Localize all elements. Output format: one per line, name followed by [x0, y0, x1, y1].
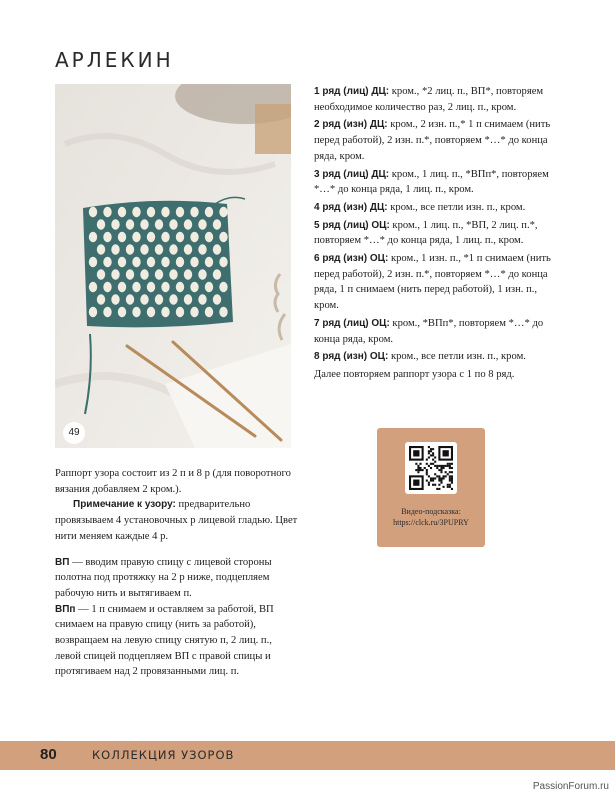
row-text: кром., все петли изн. п., кром.	[388, 351, 526, 363]
vpp-text: — 1 п снимаем и оставляем за работой, ВП снимаем на правую спицу (нить за работой), возвращаем на левую спицу снятую п, 2 лиц. п., левой спицей подцепляем ВП с правой спицы и протягиваем над 2 провязанными лиц. п.	[55, 603, 274, 678]
vp-label: ВП	[55, 556, 70, 568]
vp-definition	[55, 555, 300, 602]
row-label: 5 ряд (лиц) ОЦ:	[314, 219, 390, 231]
video-hint-link[interactable]: https://clck.ru/3PUPRY	[393, 518, 469, 527]
row-text: кром., *ВПп*, повторяем *…* до конца ряда, кром.	[314, 317, 544, 345]
row-label: 6 ряд (изн) ОЦ:	[314, 253, 389, 265]
page-number: 80	[40, 746, 57, 763]
pattern-note-label: Примечание к узору:	[73, 499, 176, 511]
row-label: 2 ряд (изн) ДЦ:	[314, 119, 388, 131]
row-text: кром., *2 лиц. п., ВП*, повторяем необходимое количество раз, 2 лиц. п., кром.	[314, 86, 544, 113]
watermark: PassionForum.ru	[532, 781, 609, 792]
vpp-label: ВПп	[55, 603, 76, 615]
page-footer	[0, 741, 615, 770]
row-text: кром., 1 лиц. п., *ВП, 2 лиц. п.*, повторяем *…* до конца ряда, 1 лиц. п., кром.	[314, 219, 538, 247]
row-text: кром., 1 изн. п., *1 п снимаем (нить перед работой), 2 изн. п.*, повторяем *…* до конца ряда, 1 п снимаем (нить перед работой), 1 изн. п., кром.	[314, 253, 551, 312]
video-hint-label: Видео-подсказка:	[401, 507, 461, 516]
collection-title: КОЛЛЕКЦИЯ УЗОРОВ	[92, 748, 235, 762]
wooden-box	[255, 104, 291, 154]
row-instruction	[314, 349, 554, 365]
row-label: 3 ряд (лиц) ДЦ:	[314, 168, 390, 180]
row-instruction	[314, 316, 554, 347]
row-instruction	[314, 251, 554, 314]
knitted-sample-illustration	[55, 84, 291, 448]
repeat-note: Далее повторяем раппорт узора с 1 по 8 ряд.	[314, 368, 515, 380]
row-label: 7 ряд (лиц) ОЦ:	[314, 317, 390, 329]
pattern-note-text: предварительно провязываем 4 установочных р лицевой гладью. Цвет нити меняем каждые 4 р.	[55, 499, 298, 542]
row-text: кром., 1 лиц. п., *ВПп*, повторяем *…* до конца ряда, 1 лиц. п., кром.	[314, 168, 549, 196]
row-label: 4 ряд (изн) ДЦ:	[314, 201, 388, 213]
vpp-definition	[55, 602, 300, 681]
knitting-photo	[55, 84, 291, 448]
rapport-text: Раппорт узора состоит из 2 п и 8 р (для поворотного вязания добавляем 2 кром.).	[55, 468, 291, 495]
video-hint-caption	[377, 506, 485, 528]
row-instruction	[314, 84, 554, 115]
qr-code[interactable]	[405, 442, 457, 494]
video-hint-card[interactable]	[377, 428, 485, 547]
vp-text: — вводим правую спицу с лицевой стороны полотна под протяжку на 2 р ниже, подцепляем рабочую нить и вытягиваем п.	[55, 556, 272, 599]
qr-code-icon	[409, 446, 453, 490]
notes-column	[55, 466, 300, 680]
instructions-column	[314, 84, 554, 385]
row-text: кром., 2 изн. п.,* 1 п снимаем (нить перед работой), 2 изн. п.*, повторяем *…* до конца ряда, кром.	[314, 119, 551, 162]
row-instruction	[314, 200, 554, 216]
pattern-note	[55, 497, 300, 544]
row-instruction	[314, 117, 554, 164]
row-instruction	[314, 218, 554, 249]
row-instruction	[314, 167, 554, 198]
knitted-swatch	[83, 201, 233, 328]
row-label: 1 ряд (лиц) ДЦ:	[314, 86, 390, 97]
photo-number-badge: 49	[63, 422, 85, 444]
row-label: 8 ряд (изн) ОЦ:	[314, 351, 389, 363]
row-text: кром., все петли изн. п., кром.	[387, 201, 526, 213]
row-instructions	[314, 84, 554, 365]
page-title: АРЛЕКИН	[55, 48, 174, 72]
